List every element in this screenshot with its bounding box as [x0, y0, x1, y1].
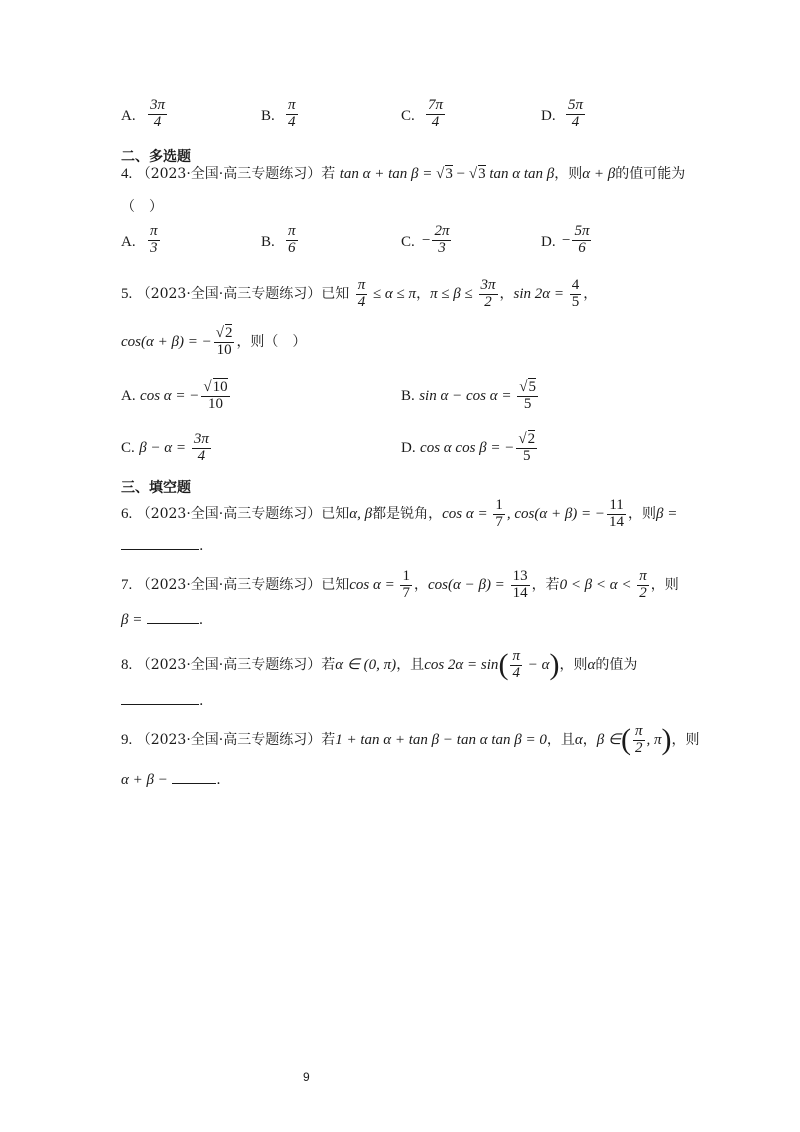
- q3-option-a-label: A.: [121, 108, 136, 124]
- q9-answer-line[interactable]: α + β − .: [121, 772, 221, 788]
- question-4-answer-paren: （ ）: [121, 199, 163, 215]
- q5-option-d: D. cos α cos β = − $\frac{√2}{5}$: [401, 430, 536, 464]
- q5-option-c: C. β − α = $\frac{3\pi}{4}$: [121, 430, 209, 464]
- question-5: 5. （2023·全国·高三专题练习）已知 $\frac{\pi}{4}$ ≤ α ≤ π，π ≤ β ≤ $\frac{3\pi}{2}$ ，sin 2α = $\frac{4}{5}$ ，: [121, 276, 598, 310]
- q3-option-b-label: B.: [261, 108, 275, 124]
- q8-answer-blank[interactable]: .: [121, 693, 203, 709]
- q3-option-b-value: $\frac{\pi}{4}$: [288, 97, 296, 130]
- question-5-line-2: cos(α + β) = − $\frac{√2}{10}$ ，则（ ）: [121, 324, 307, 358]
- q4-option-d-label: D.: [541, 234, 556, 250]
- section-heading-fill-in-blank: 三、填空题: [121, 480, 191, 496]
- q5-option-b: B. sin α − cos α = $\frac{√5}{5}$: [401, 378, 536, 412]
- q3-option-d-value: $\frac{5\pi}{4}$: [568, 97, 584, 130]
- question-4: 4. （2023·全国·高三专题练习）若 tan α + tan β = √3 − √3 tan α tan β，则α + β的值可能为: [121, 166, 686, 182]
- q4-option-c-value: − $\frac{2\pi}{3}$: [422, 223, 450, 256]
- q3-option-d-label: D.: [541, 108, 556, 124]
- q4-option-a-label: A.: [121, 234, 136, 250]
- question-8: 8. （2023·全国·高三专题练习）若α ∈ (0, π)，且cos 2α = sin( $\frac{\pi}{4}$ − α)，则α的值为: [121, 647, 638, 681]
- question-9: 9. （2023·全国·高三专题练习）若1 + tan α + tan β − tan α tan β = 0，且α，β ∈( $\frac{\pi}{2}$ , π)，则: [121, 722, 700, 756]
- q4-option-c-label: C.: [401, 234, 415, 250]
- q4-option-a-value: $\frac{\pi}{3}$: [150, 223, 158, 256]
- q3-option-a-value: $\frac{3\pi}{4}$: [150, 97, 166, 130]
- q4-option-b-value: $\frac{\pi}{6}$: [288, 223, 296, 256]
- section-heading-multiple-choice: 二、多选题: [121, 149, 191, 165]
- q4-option-b-label: B.: [261, 234, 275, 250]
- q4-option-d-value: − $\frac{5\pi}{6}$: [562, 223, 590, 256]
- q7-answer-line[interactable]: β = .: [121, 612, 204, 628]
- q6-answer-blank[interactable]: .: [121, 538, 203, 554]
- page-number: 9: [303, 1070, 310, 1084]
- q3-option-c-label: C.: [401, 108, 415, 124]
- q5-option-a: A. cos α = − $\frac{√10}{10}$: [121, 378, 228, 412]
- question-6: 6. （2023·全国·高三专题练习）已知α, β都是锐角，cos α = $\frac{1}{7}$ , cos(α + β) = − $\frac{11}{14}$ ，则β =: [121, 496, 678, 530]
- q3-option-c-value: $\frac{7\pi}{4}$: [428, 97, 444, 130]
- question-7: 7. （2023·全国·高三专题练习）已知cos α = $\frac{1}{7}$ ，cos(α − β) = $\frac{13}{14}$ ，若0 < β < α < $\frac{\pi}{2}$ ，则: [121, 567, 679, 601]
